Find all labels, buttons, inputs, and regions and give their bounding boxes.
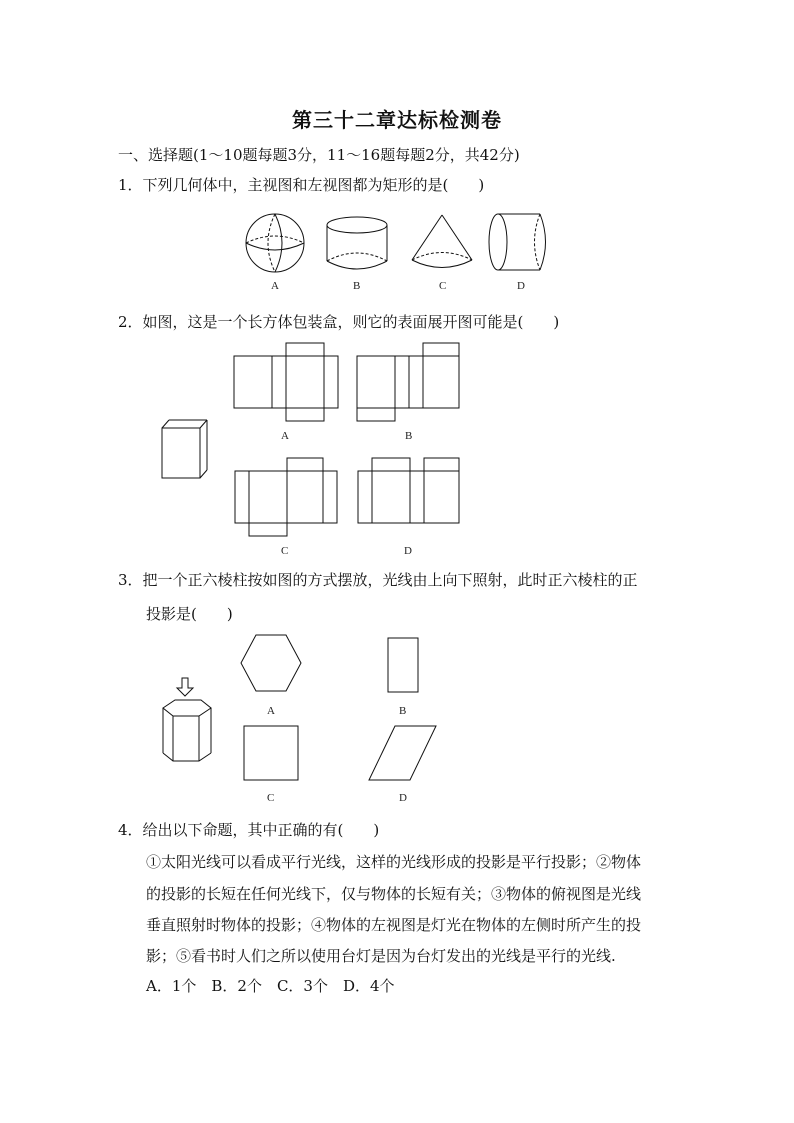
page-title: 第三十二章达标检测卷	[292, 108, 502, 132]
sphere-shape	[246, 214, 304, 272]
net-option-b	[357, 343, 459, 421]
question-4-body-line-3: 垂直照射时物体的投影；④物体的左视图是灯光在物体的左侧时所产生的投	[146, 916, 642, 934]
q1-label-b: B	[353, 280, 361, 292]
question-4-body-line-1: ①太阳光线可以看成平行光线，这样的光线形成的投影是平行投影；②物体	[146, 853, 642, 871]
q1-label-d: D	[517, 280, 525, 292]
cylinder-upright-shape	[327, 217, 387, 269]
question-4-body-line-4: 影；⑤看书时人们之所以使用台灯是因为台灯发出的光线是平行的光线.	[146, 947, 616, 965]
question-2: 2．如图，这是一个长方体包装盒，则它的表面展开图可能是( )	[118, 313, 560, 331]
net-option-d	[358, 458, 459, 523]
q1-label-a: A	[271, 280, 279, 292]
q3-option-a-hexagon	[241, 635, 301, 691]
q3-label-a: A	[267, 705, 275, 717]
q1-label-c: C	[439, 280, 447, 292]
q3-option-c-square	[244, 726, 298, 780]
question-4: 4．给出以下命题，其中正确的有( )	[118, 821, 380, 839]
q2-label-a: A	[281, 430, 289, 442]
q3-figure	[155, 630, 455, 810]
question-4-options: A．1个 B．2个 C．3个 D．4个	[146, 977, 395, 995]
hexagonal-prism-shape	[163, 700, 211, 761]
q3-label-d: D	[399, 792, 407, 804]
q3-label-c: C	[267, 792, 275, 804]
light-arrow-icon	[177, 678, 193, 696]
question-3-line-2: 投影是( )	[146, 605, 233, 623]
q3-option-b-rectangle	[388, 638, 418, 692]
cone-shape	[412, 215, 472, 268]
q2-label-c: C	[281, 545, 289, 557]
net-option-c	[235, 458, 337, 536]
q3-option-d-parallelogram	[369, 726, 436, 780]
q2-label-b: B	[405, 430, 413, 442]
q2-label-d: D	[404, 545, 412, 557]
question-1: 1．下列几何体中，主视图和左视图都为矩形的是( )	[118, 176, 485, 194]
q3-label-b: B	[399, 705, 407, 717]
cylinder-lying-shape	[489, 214, 546, 270]
q2-figure	[155, 338, 475, 560]
section-heading: 一、选择题(1～10题每题3分，11～16题每题2分，共42分)	[118, 146, 520, 164]
cuboid-box-shape	[162, 420, 207, 478]
question-4-body-line-2: 的投影的长短在任何光线下，仅与物体的长短有关；③物体的俯视图是光线	[146, 885, 642, 903]
q1-figure	[235, 205, 565, 295]
question-3-line-1: 3．把一个正六棱柱按如图的方式摆放，光线由上向下照射，此时正六棱柱的正	[118, 571, 638, 589]
net-option-a	[234, 343, 338, 421]
